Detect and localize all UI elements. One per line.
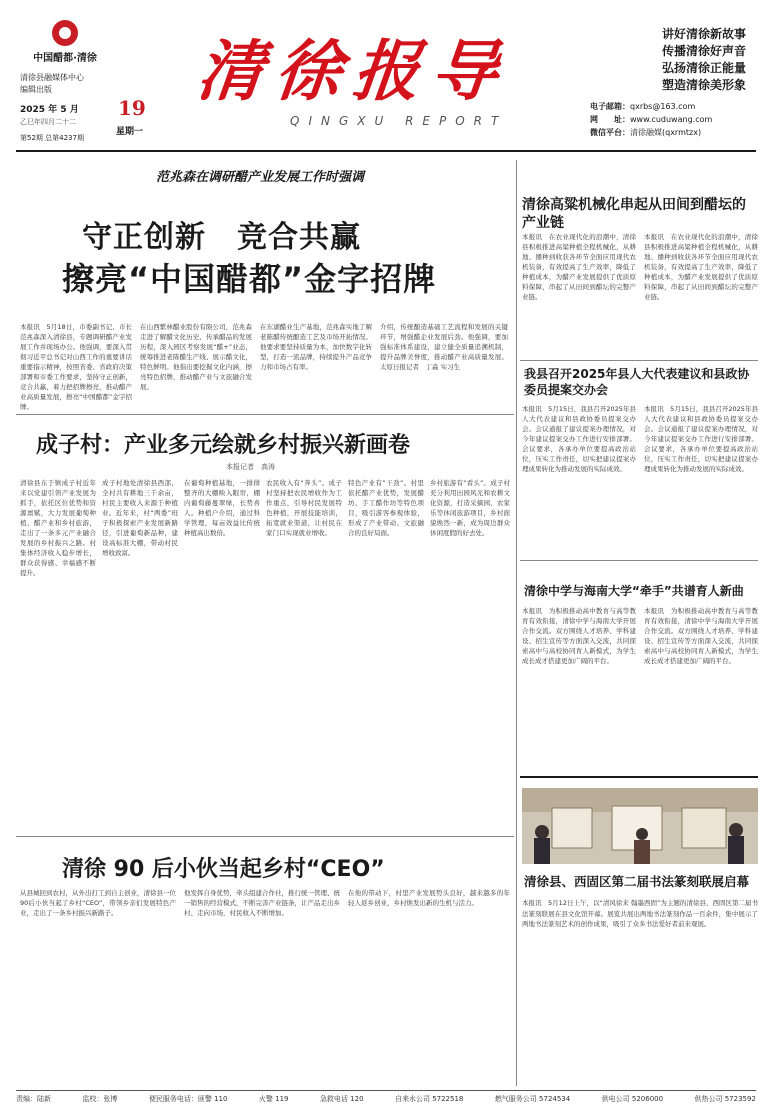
footer-item: 火警 119 [258, 1095, 289, 1103]
divider [520, 776, 758, 778]
slogan-line: 讲好清徐新故事 [662, 27, 747, 41]
publisher-name: 清徐县融媒体中心 [20, 73, 84, 82]
village-body-col6: 乡村旅游有“看头”。成子村充分利用田园风光和农耕文化资源，打造采摘园、农家乐等休闲旅游项目，乡村面貌焕然一新，成为周边群众休闲度假的好去处。 [430, 479, 510, 537]
email-label: 电子邮箱： [590, 102, 630, 111]
village-body-col2: 成子村地处清徐县西部，全村共有耕地三千余亩，村民主要收入来源于种植业。近年来，村“两委”班子积极探索产业发展新路径，引进葡萄新品种，建设高标准大棚，带动村民增收致富。 [102, 479, 178, 557]
newspaper-title: 清徐报导 [193, 32, 514, 110]
sorghum-body-col2: 本报讯 在农业现代化的浪潮中，清徐县积极推进高粱种植全程机械化，从耕地、播种到收获各环节全面应用现代农机装备，有效提高了生产效率，降低了种植成本，为醋产业发展提供了优质原料保障，串起了从田间到醋坛的完整产业链。 [644, 233, 758, 301]
sorghum-headline: 清徐高粱机械化串起从田间到醋坛的产业链 [522, 197, 746, 231]
ceo-body-col1: 从县城回到农村，从外出打工到自主创业，清徐县一位90后小伙当起了乡村“CEO”，带领乡亲们发展特色产业，走出了一条乡村振兴新路子。 [20, 889, 176, 917]
school-headline: 清徐中学与海南大学“牵手”共谱育人新曲 [524, 584, 744, 598]
website-link[interactable]: www.cuduwang.com [630, 115, 713, 124]
footer-item: 自来水公司 5722518 [394, 1095, 464, 1103]
congress-body-col2: 本报讯 5月15日，我县召开2025年县人大代表建议和县政协委员提案交办会。会议通报了建议提案办理情况，对今年建议提案交办工作进行安排部署。会议要求，各承办单位要提高政治站位，压实工作责任，切实把建议提案办理成果转化为推动发展的实际成效。 [644, 405, 758, 473]
lunar-date: 乙巳年四月二十二 [20, 118, 76, 126]
congress-headline: 我县召开2025年县人大代表建议和县政协委员提案交办会 [524, 367, 750, 397]
footer-item: 便民服务电话：匪警 110 [148, 1095, 228, 1103]
lead-kicker: 范兆森在调研醋产业发展工作时强调 [155, 170, 364, 185]
ceo-body-col3: 在他的带动下，村里产业发展势头良好，越来越多的年轻人返乡创业，乡村焕发出新的生机与活力。 [348, 889, 510, 907]
village-body-col1: 清徐县东于镇成子村近年来以党建引领产业发展为抓手，依托区位优势和资源禀赋，大力发展葡萄种植、醋产业和乡村旅游，走出了一条多元产业融合发展的乡村振兴之路。村集体经济收入稳步增长，群众获得感、幸福感不断提升。 [20, 479, 96, 577]
publisher [20, 72, 110, 96]
sorghum-body-col1: 本报讯 在农业现代化的浪潮中，清徐县积极推进高粱种植全程机械化，从耕地、播种到收获各环节全面应用现代农机装备，有效提高了生产效率，降低了种植成本，为醋产业发展提供了优质原料保障，串起了从田间到醋坛的完整产业链。 [522, 233, 636, 301]
exhibition-photo [522, 788, 758, 864]
publisher-role: 编辑出版 [20, 85, 52, 94]
footer-item: 监校：张博 [82, 1095, 118, 1103]
web-label: 网 址： [590, 115, 630, 124]
school-body-col1: 本报讯 为积极推动高中教育与高等教育有效衔接，清徐中学与海南大学开展合作交流。双方围绕人才培养、学科建设、招生宣传等方面深入交流，共同探索高中与高校协同育人新模式，为学生成长成才搭建更加广阔的平台。 [522, 607, 636, 665]
village-byline: 本报记者 高涛 [226, 463, 275, 471]
day-number: 19 [118, 96, 146, 120]
divider [520, 560, 758, 561]
slogan-line: 传播清徐好声音 [662, 44, 747, 58]
newspaper-title-en: QINGXU REPORT [290, 114, 508, 128]
footer-item: 急救电话 120 [319, 1095, 364, 1103]
ceo-body-col2: 他发挥自身优势，牵头组建合作社，推行统一管理、统一销售的经营模式，不断完善产业链条，让产品走出乡村、走向市场，村民收入不断增加。 [184, 889, 340, 917]
divider [520, 360, 758, 361]
village-body-col4: 农民收入有“奔头”。成子村坚持把农民增收作为工作重点，引导村民发展特色种植，开展技能培训，拓宽就业渠道，让村民在家门口实现就业增收。 [266, 479, 342, 537]
masthead-rule [16, 150, 756, 152]
school-body-col2: 本报讯 为积极推动高中教育与高等教育有效衔接，清徐中学与海南大学开展合作交流。双方围绕人才培养、学科建设、招生宣传等方面深入交流，共同探索高中与高校协同育人新模式，为学生成长成才搭建更加广阔的平台。 [644, 607, 758, 665]
congress-body-col1: 本报讯 5月15日，我县召开2025年县人大代表建议和县政协委员提案交办会。会议通报了建议提案办理情况，对今年建议提案交办工作进行安排部署。会议要求，各承办单位要提高政治站位，压实工作责任，切实把建议提案办理成果转化为推动发展的实际成效。 [522, 405, 636, 473]
issue-number: 第52期 总第4237期 [20, 134, 84, 142]
calligraphy-headline: 清徐县、西固区第二届书法篆刻联展启幕 [524, 874, 750, 889]
contact-info [590, 100, 712, 139]
lead-headline-1: 守正创新 竞合共赢 [82, 220, 361, 255]
village-headline: 成子村：产业多元绘就乡村振兴新画卷 [36, 433, 411, 458]
ceo-headline: 清徐 90 后小伙当起乡村“CEO” [62, 857, 385, 882]
footer-item: 责编：陆新 [16, 1095, 51, 1103]
divider [16, 414, 514, 415]
lead-headline-2: 擦亮“中国醋都”金字招牌 [62, 260, 437, 298]
issue-date: 2025 年 5 月 [20, 105, 79, 115]
lead-body-col3: 在东湖醋业生产基地，范兆森实地了解老陈醋传统酿造工艺及市场开拓情况。他要求要坚持质量为本，加快数字化转型，打造一流品牌，持续提升产品竞争力和市场占有率。 [260, 323, 372, 371]
email-link[interactable]: qxrbs@163.com [630, 102, 696, 111]
lead-body-col2: 在山西紫林醋业股份有限公司，范兆森走进了解醋文化历史、传承醋品的发展历程，深入园区考察发展“醋+”业态，统筹推进老陈醋生产线、展示醋文化，特色鲜明。他指出要挖掘文化内涵，擦亮特色招牌，推动醋产业与文旅融合发展。 [140, 323, 252, 391]
wechat-label: 微信平台： [590, 128, 630, 137]
footer-bar [16, 1090, 756, 1104]
footer-item: 供电公司 5206000 [601, 1095, 664, 1103]
column-separator [516, 160, 517, 1086]
divider [16, 836, 514, 837]
logo-text: 中国醋都·清徐 [33, 53, 97, 64]
masthead [0, 0, 772, 148]
weekday: 星期一 [116, 127, 144, 137]
village-body-col5: 特色产业有“干劲”。村里依托醋产业优势，发展醋坊、手工醋作坊等特色项目，吸引游客参观体验，形成了产业带动、文旅融合的良好局面。 [348, 479, 424, 537]
slogan-line: 塑造清徐美形象 [662, 78, 747, 92]
footer-item: 燃气服务公司 5724534 [494, 1095, 571, 1103]
logo-block [20, 20, 110, 143]
lead-body-col1: 本报讯 5月18日，市委副书记、市长范兆森深入清徐县，专题调研醋产业发展工作并现场办公。他强调，要深入贯彻习近平总书记对山西工作的重要讲话重要指示精神，按照省委、省政府决策部署和市委工作要求，坚持守正创新，竞合共赢，着力把招牌擦亮，推动醋产业高质量发展，擦亮“中国醋都”金字招牌。 [20, 323, 132, 411]
wechat-account: 清徐融媒(qxrmtzx) [630, 128, 702, 137]
slogans [662, 26, 746, 94]
logo-icon [52, 20, 78, 46]
village-body-col3: 在葡萄种植基地，一排排整齐的大棚映入眼帘，棚内葡萄藤蔓翠绿，长势喜人。种植户介绍，通过科学管理，每亩效益比传统种植高出数倍。 [184, 479, 260, 537]
footer-item: 供热公司 5723592 [694, 1095, 756, 1103]
slogan-line: 弘扬清徐正能量 [662, 61, 747, 75]
calligraphy-caption: 本报讯 5月12日上午，以“清风徐来 翰墨西固”为主题的清徐县、西固区第二届书法篆刻联展在县文化馆开幕。展览共展出两地书法篆刻作品一百余件，集中展示了两地书法篆刻艺术的创作成果，吸引了众多书法爱好者前来观展。 [522, 899, 758, 928]
lead-body-col4: 介绍，传统酿造基础工艺流程和发展的关键环节，增强醋企业发展后劲。他强调，要加强标准体系建设，建立健全质量追溯机制，提升品牌美誉度，推动醋产业高质量发展。太原日报记者 丁淼 实习生 [380, 323, 508, 371]
